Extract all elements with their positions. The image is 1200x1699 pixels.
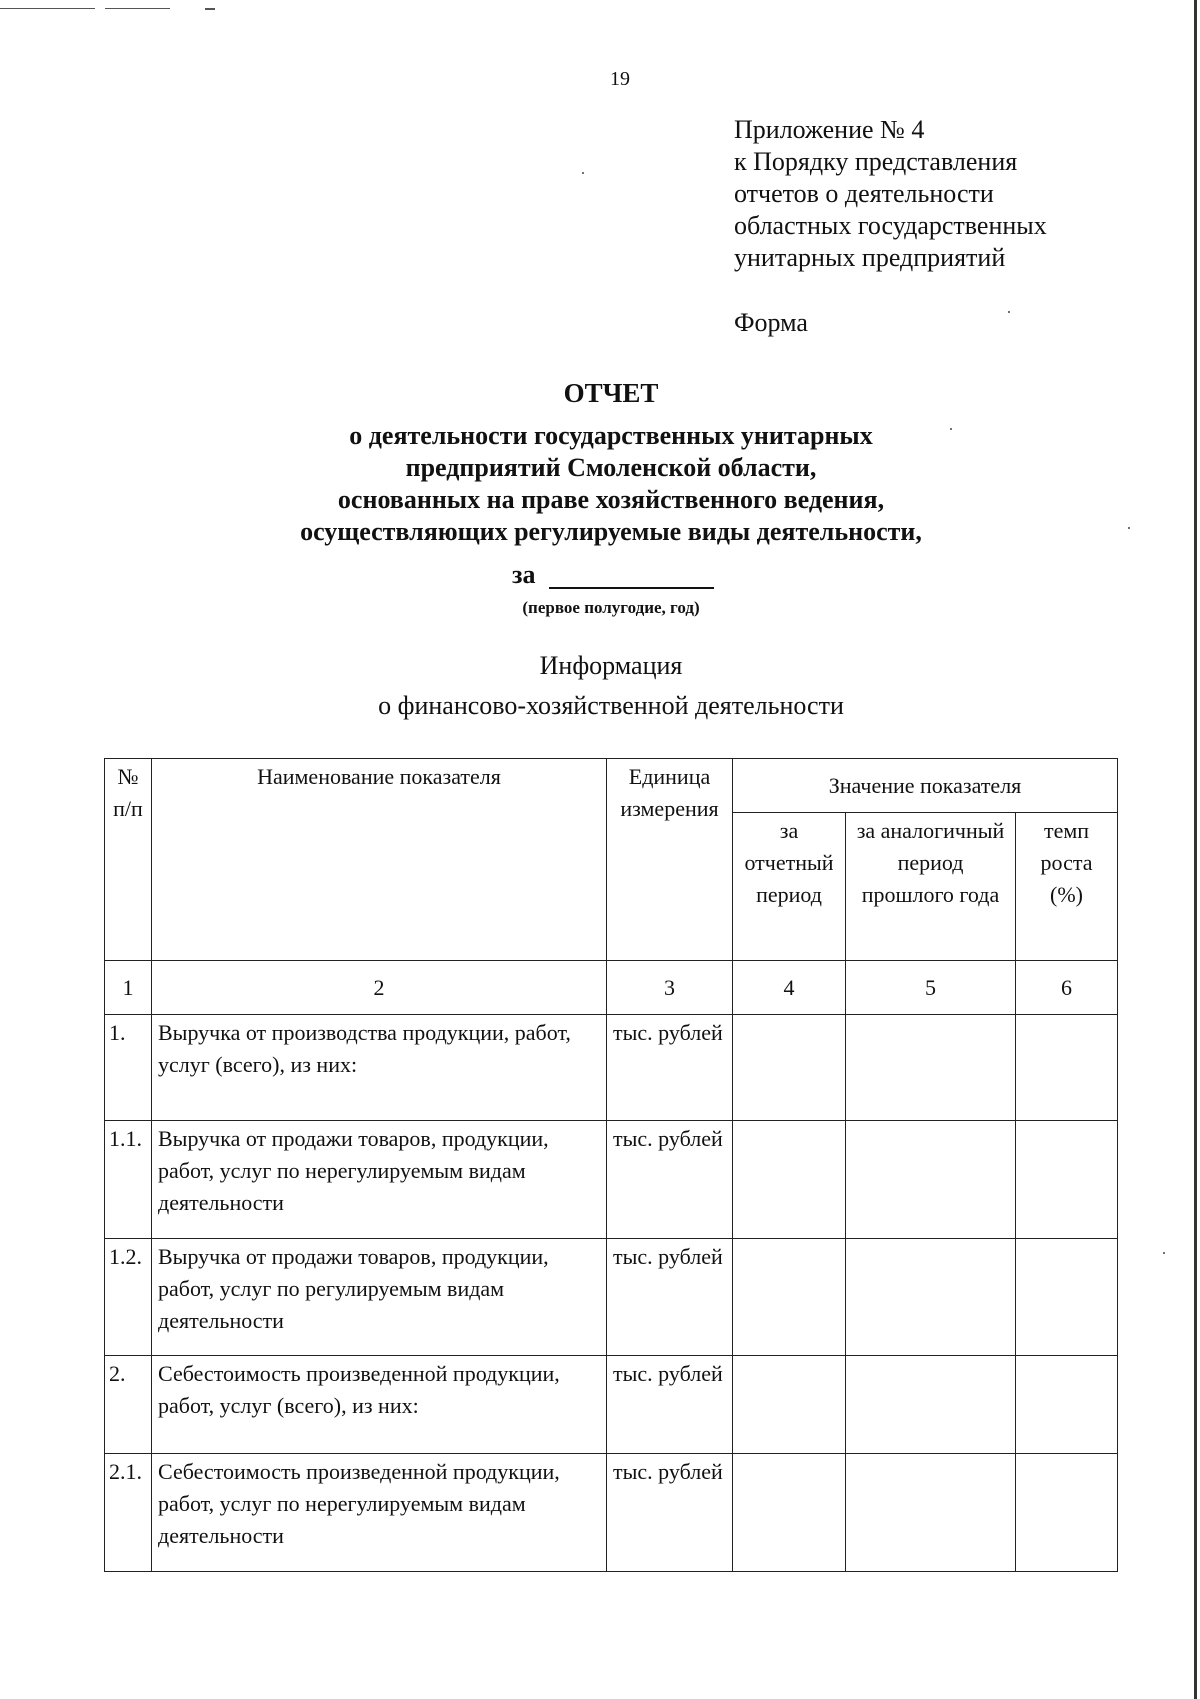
info-heading-line: Информация	[539, 651, 683, 680]
column-number: 6	[1016, 961, 1118, 1015]
subtitle-line: предприятий Смоленской области,	[405, 453, 817, 482]
row-value-reporting-period[interactable]	[733, 1239, 846, 1356]
report-subtitle	[0, 420, 1200, 548]
subtitle-line: основанных на праве хозяйственного ведения,	[337, 485, 885, 514]
report-title: ОТЧЕТ	[563, 378, 659, 408]
info-heading	[0, 646, 1200, 726]
form-label: Форма	[734, 308, 808, 337]
header-growth: темп роста (%)	[1016, 813, 1118, 961]
row-unit: тыс. рублей	[607, 1356, 733, 1454]
column-number: 1	[105, 961, 152, 1015]
row-value-growth[interactable]	[1016, 1454, 1118, 1572]
scan-page-edge	[1194, 0, 1197, 1699]
row-indicator-name: Себестоимость произведенной продукции, работ, услуг по нерегулируемым видам деятельности	[152, 1454, 607, 1572]
header-reporting-period: за отчетный период	[733, 813, 846, 961]
appendix-line: Приложение № 4	[734, 115, 925, 144]
row-value-reporting-period[interactable]	[733, 1356, 846, 1454]
header-name: Наименование показателя	[152, 759, 607, 961]
scan-speck	[1008, 311, 1010, 313]
row-value-growth[interactable]	[1016, 1239, 1118, 1356]
appendix-line: унитарных предприятий	[734, 243, 1006, 272]
period-note: (первое полугодие, год)	[522, 598, 700, 617]
row-value-previous-year[interactable]	[846, 1454, 1016, 1572]
row-value-reporting-period[interactable]	[733, 1454, 846, 1572]
row-value-growth[interactable]	[1016, 1356, 1118, 1454]
row-value-reporting-period[interactable]	[733, 1121, 846, 1239]
scan-artifact-line	[0, 8, 95, 9]
row-indicator-name: Выручка от производства продукции, работ, услуг (всего), из них:	[152, 1015, 607, 1121]
scan-artifact-line	[205, 8, 215, 10]
row-value-previous-year[interactable]	[846, 1015, 1016, 1121]
row-unit: тыс. рублей	[607, 1454, 733, 1572]
table-row	[105, 1015, 1118, 1121]
row-value-previous-year[interactable]	[846, 1356, 1016, 1454]
column-number: 2	[152, 961, 607, 1015]
row-value-growth[interactable]	[1016, 1015, 1118, 1121]
row-number: 1.	[105, 1015, 152, 1121]
scan-artifact-line	[105, 8, 170, 9]
scan-speck	[582, 172, 584, 174]
row-indicator-name: Выручка от продажи товаров, продукции, работ, услуг по регулируемым видам деятельности	[152, 1239, 607, 1356]
period-blank-field[interactable]	[549, 587, 714, 589]
table-row	[105, 1454, 1118, 1572]
row-value-previous-year[interactable]	[846, 1121, 1016, 1239]
appendix-line: областных государственных	[734, 211, 1047, 240]
header-value-group: Значение показателя	[733, 759, 1118, 813]
info-heading-line: о финансово-хозяйственной деятельности	[378, 691, 844, 720]
row-number: 1.2.	[105, 1239, 152, 1356]
appendix-reference	[734, 114, 1047, 274]
table-row	[105, 1356, 1118, 1454]
row-value-previous-year[interactable]	[846, 1239, 1016, 1356]
subtitle-line: о деятельности государственных унитарных	[349, 421, 873, 450]
row-number: 2.	[105, 1356, 152, 1454]
page-number: 19	[610, 68, 630, 90]
row-number: 1.1.	[105, 1121, 152, 1239]
row-number: 2.1.	[105, 1454, 152, 1572]
appendix-line: отчетов о деятельности	[734, 179, 994, 208]
row-indicator-name: Выручка от продажи товаров, продукции, работ, услуг по нерегулируемым видам деятельности	[152, 1121, 607, 1239]
column-number: 5	[846, 961, 1016, 1015]
header-previous-year: за аналогичный период прошлого года	[846, 813, 1016, 961]
row-indicator-name: Себестоимость произведенной продукции, работ, услуг (всего), из них:	[152, 1356, 607, 1454]
table-row	[105, 1121, 1118, 1239]
appendix-line: к Порядку представления	[734, 147, 1018, 176]
table-row	[105, 1239, 1118, 1356]
row-unit: тыс. рублей	[607, 1121, 733, 1239]
column-number: 4	[733, 961, 846, 1015]
header-num: № п/п	[105, 759, 152, 961]
header-unit: Единица измерения	[607, 759, 733, 961]
row-unit: тыс. рублей	[607, 1015, 733, 1121]
row-value-reporting-period[interactable]	[733, 1015, 846, 1121]
column-number: 3	[607, 961, 733, 1015]
row-unit: тыс. рублей	[607, 1239, 733, 1356]
period-prefix: за	[512, 560, 536, 589]
financial-info-table	[104, 758, 1118, 1572]
row-value-growth[interactable]	[1016, 1121, 1118, 1239]
scan-speck	[1163, 1252, 1165, 1254]
subtitle-line: осуществляющих регулируемые виды деятельности,	[300, 517, 922, 546]
